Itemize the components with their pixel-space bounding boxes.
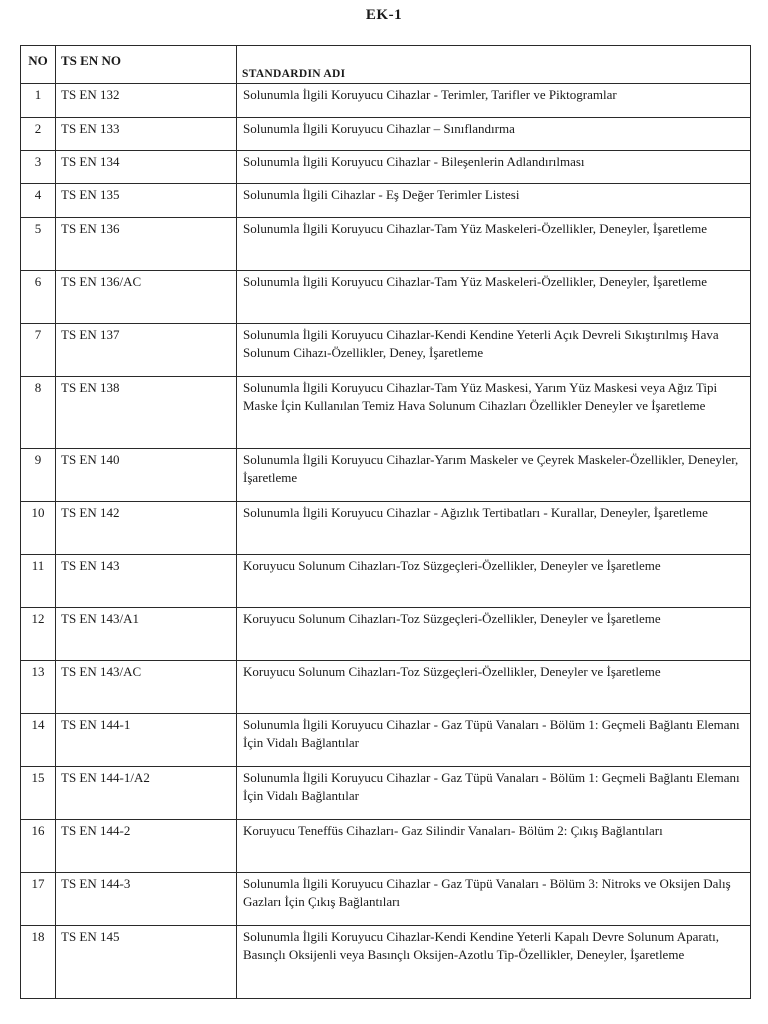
row-number: 3 — [21, 151, 56, 184]
table-row — [21, 271, 751, 324]
row-number: 2 — [21, 118, 56, 151]
standards-table — [20, 45, 751, 999]
standard-name: Koruyucu Solunum Cihazları-Toz Süzgeçleri-Özellikler, Deneyler ve İşaretleme — [237, 555, 751, 608]
standard-name: Solunumla İlgili Koruyucu Cihazlar-Tam Yüz Maskesi, Yarım Yüz Maskesi veya Ağız Tipi Maske İçin Kullanılan Temiz Hava Solunum Cihazları Özellikler Deneyler ve İşaretleme — [237, 377, 751, 449]
table-row — [21, 926, 751, 999]
row-number: 8 — [21, 377, 56, 449]
row-number: 4 — [21, 184, 56, 218]
table-row — [21, 449, 751, 502]
standard-name: Solunumla İlgili Koruyucu Cihazlar-Yarım Maskeler ve Çeyrek Maskeler-Özellikler, Deneyler, İşaretleme — [237, 449, 751, 502]
table-row — [21, 661, 751, 714]
row-number: 15 — [21, 767, 56, 820]
standard-name: Solunumla İlgili Koruyucu Cihazlar-Kendi Kendine Yeterli Açık Devreli Sıkıştırılmış Hava Solunum Cihazı-Özellikler, Deney, İşaretleme — [237, 324, 751, 377]
table-row — [21, 714, 751, 767]
row-number: 9 — [21, 449, 56, 502]
header-no: NO — [21, 46, 56, 84]
standard-name: Solunumla İlgili Koruyucu Cihazlar - Bileşenlerin Adlandırılması — [237, 151, 751, 184]
table-row — [21, 84, 751, 118]
standard-name: Solunumla İlgili Koruyucu Cihazlar - Terimler, Tarifler ve Piktogramlar — [237, 84, 751, 118]
header-name: STANDARDIN ADI — [237, 46, 751, 84]
standard-code: TS EN 137 — [56, 324, 237, 377]
standard-code: TS EN 144-2 — [56, 820, 237, 873]
row-number: 17 — [21, 873, 56, 926]
standard-name: Koruyucu Teneffüs Cihazları- Gaz Silindir Vanaları- Bölüm 2: Çıkış Bağlantıları — [237, 820, 751, 873]
standard-name: Solunumla İlgili Koruyucu Cihazlar - Gaz Tüpü Vanaları - Bölüm 1: Geçmeli Bağlantı Elemanı İçin Vidalı Bağlantılar — [237, 767, 751, 820]
row-number: 13 — [21, 661, 56, 714]
row-number: 6 — [21, 271, 56, 324]
standard-code: TS EN 136 — [56, 218, 237, 271]
standard-name: Solunumla İlgili Koruyucu Cihazlar-Tam Yüz Maskeleri-Özellikler, Deneyler, İşaretleme — [237, 271, 751, 324]
row-number: 7 — [21, 324, 56, 377]
standard-name: Solunumla İlgili Koruyucu Cihazlar - Gaz Tüpü Vanaları - Bölüm 3: Nitroks ve Oksijen Dalış Gazları İçin Çıkış Bağlantıları — [237, 873, 751, 926]
page-title: EK-1 — [365, 7, 403, 23]
table-row — [21, 873, 751, 926]
row-number: 16 — [21, 820, 56, 873]
row-number: 5 — [21, 218, 56, 271]
row-number: 18 — [21, 926, 56, 999]
standard-code: TS EN 144-3 — [56, 873, 237, 926]
row-number: 14 — [21, 714, 56, 767]
standard-code: TS EN 144-1/A2 — [56, 767, 237, 820]
row-number: 1 — [21, 84, 56, 118]
standard-code: TS EN 143 — [56, 555, 237, 608]
standard-code: TS EN 138 — [56, 377, 237, 449]
standard-code: TS EN 135 — [56, 184, 237, 218]
standard-name: Solunumla İlgili Cihazlar - Eş Değer Terimler Listesi — [237, 184, 751, 218]
table-row — [21, 324, 751, 377]
standard-code: TS EN 144-1 — [56, 714, 237, 767]
standard-name: Solunumla İlgili Koruyucu Cihazlar - Gaz Tüpü Vanaları - Bölüm 1: Geçmeli Bağlantı Elemanı İçin Vidalı Bağlantılar — [237, 714, 751, 767]
table-row — [21, 184, 751, 218]
standard-name: Solunumla İlgili Koruyucu Cihazlar – Sınıflandırma — [237, 118, 751, 151]
table-row — [21, 151, 751, 184]
standard-code: TS EN 142 — [56, 502, 237, 555]
standard-name: Solunumla İlgili Koruyucu Cihazlar-Kendi Kendine Yeterli Kapalı Devre Solunum Aparatı, Basınçlı Oksijenli veya Basınçlı Oksijen-Azotlu Tip-Özellikler, Deneyler, İşaretleme — [237, 926, 751, 999]
standard-name: Solunumla İlgili Koruyucu Cihazlar-Tam Yüz Maskeleri-Özellikler, Deneyler, İşaretleme — [237, 218, 751, 271]
standard-name: Koruyucu Solunum Cihazları-Toz Süzgeçleri-Özellikler, Deneyler ve İşaretleme — [237, 608, 751, 661]
standard-code: TS EN 133 — [56, 118, 237, 151]
standard-code: TS EN 143/A1 — [56, 608, 237, 661]
standard-code: TS EN 145 — [56, 926, 237, 999]
row-number: 12 — [21, 608, 56, 661]
standard-code: TS EN 134 — [56, 151, 237, 184]
table-row — [21, 377, 751, 449]
table-row — [21, 767, 751, 820]
row-number: 10 — [21, 502, 56, 555]
standard-name: Koruyucu Solunum Cihazları-Toz Süzgeçleri-Özellikler, Deneyler ve İşaretleme — [237, 661, 751, 714]
standard-code: TS EN 136/AC — [56, 271, 237, 324]
row-number: 11 — [21, 555, 56, 608]
table-header-row — [21, 46, 751, 84]
table-row — [21, 555, 751, 608]
header-code: TS EN NO — [56, 46, 237, 84]
standard-code: TS EN 132 — [56, 84, 237, 118]
table-row — [21, 218, 751, 271]
standard-name: Solunumla İlgili Koruyucu Cihazlar - Ağızlık Tertibatları - Kurallar, Deneyler, İşaretleme — [237, 502, 751, 555]
table-row — [21, 608, 751, 661]
standard-code: TS EN 140 — [56, 449, 237, 502]
table-row — [21, 118, 751, 151]
standard-code: TS EN 143/AC — [56, 661, 237, 714]
table-row — [21, 820, 751, 873]
table-row — [21, 502, 751, 555]
